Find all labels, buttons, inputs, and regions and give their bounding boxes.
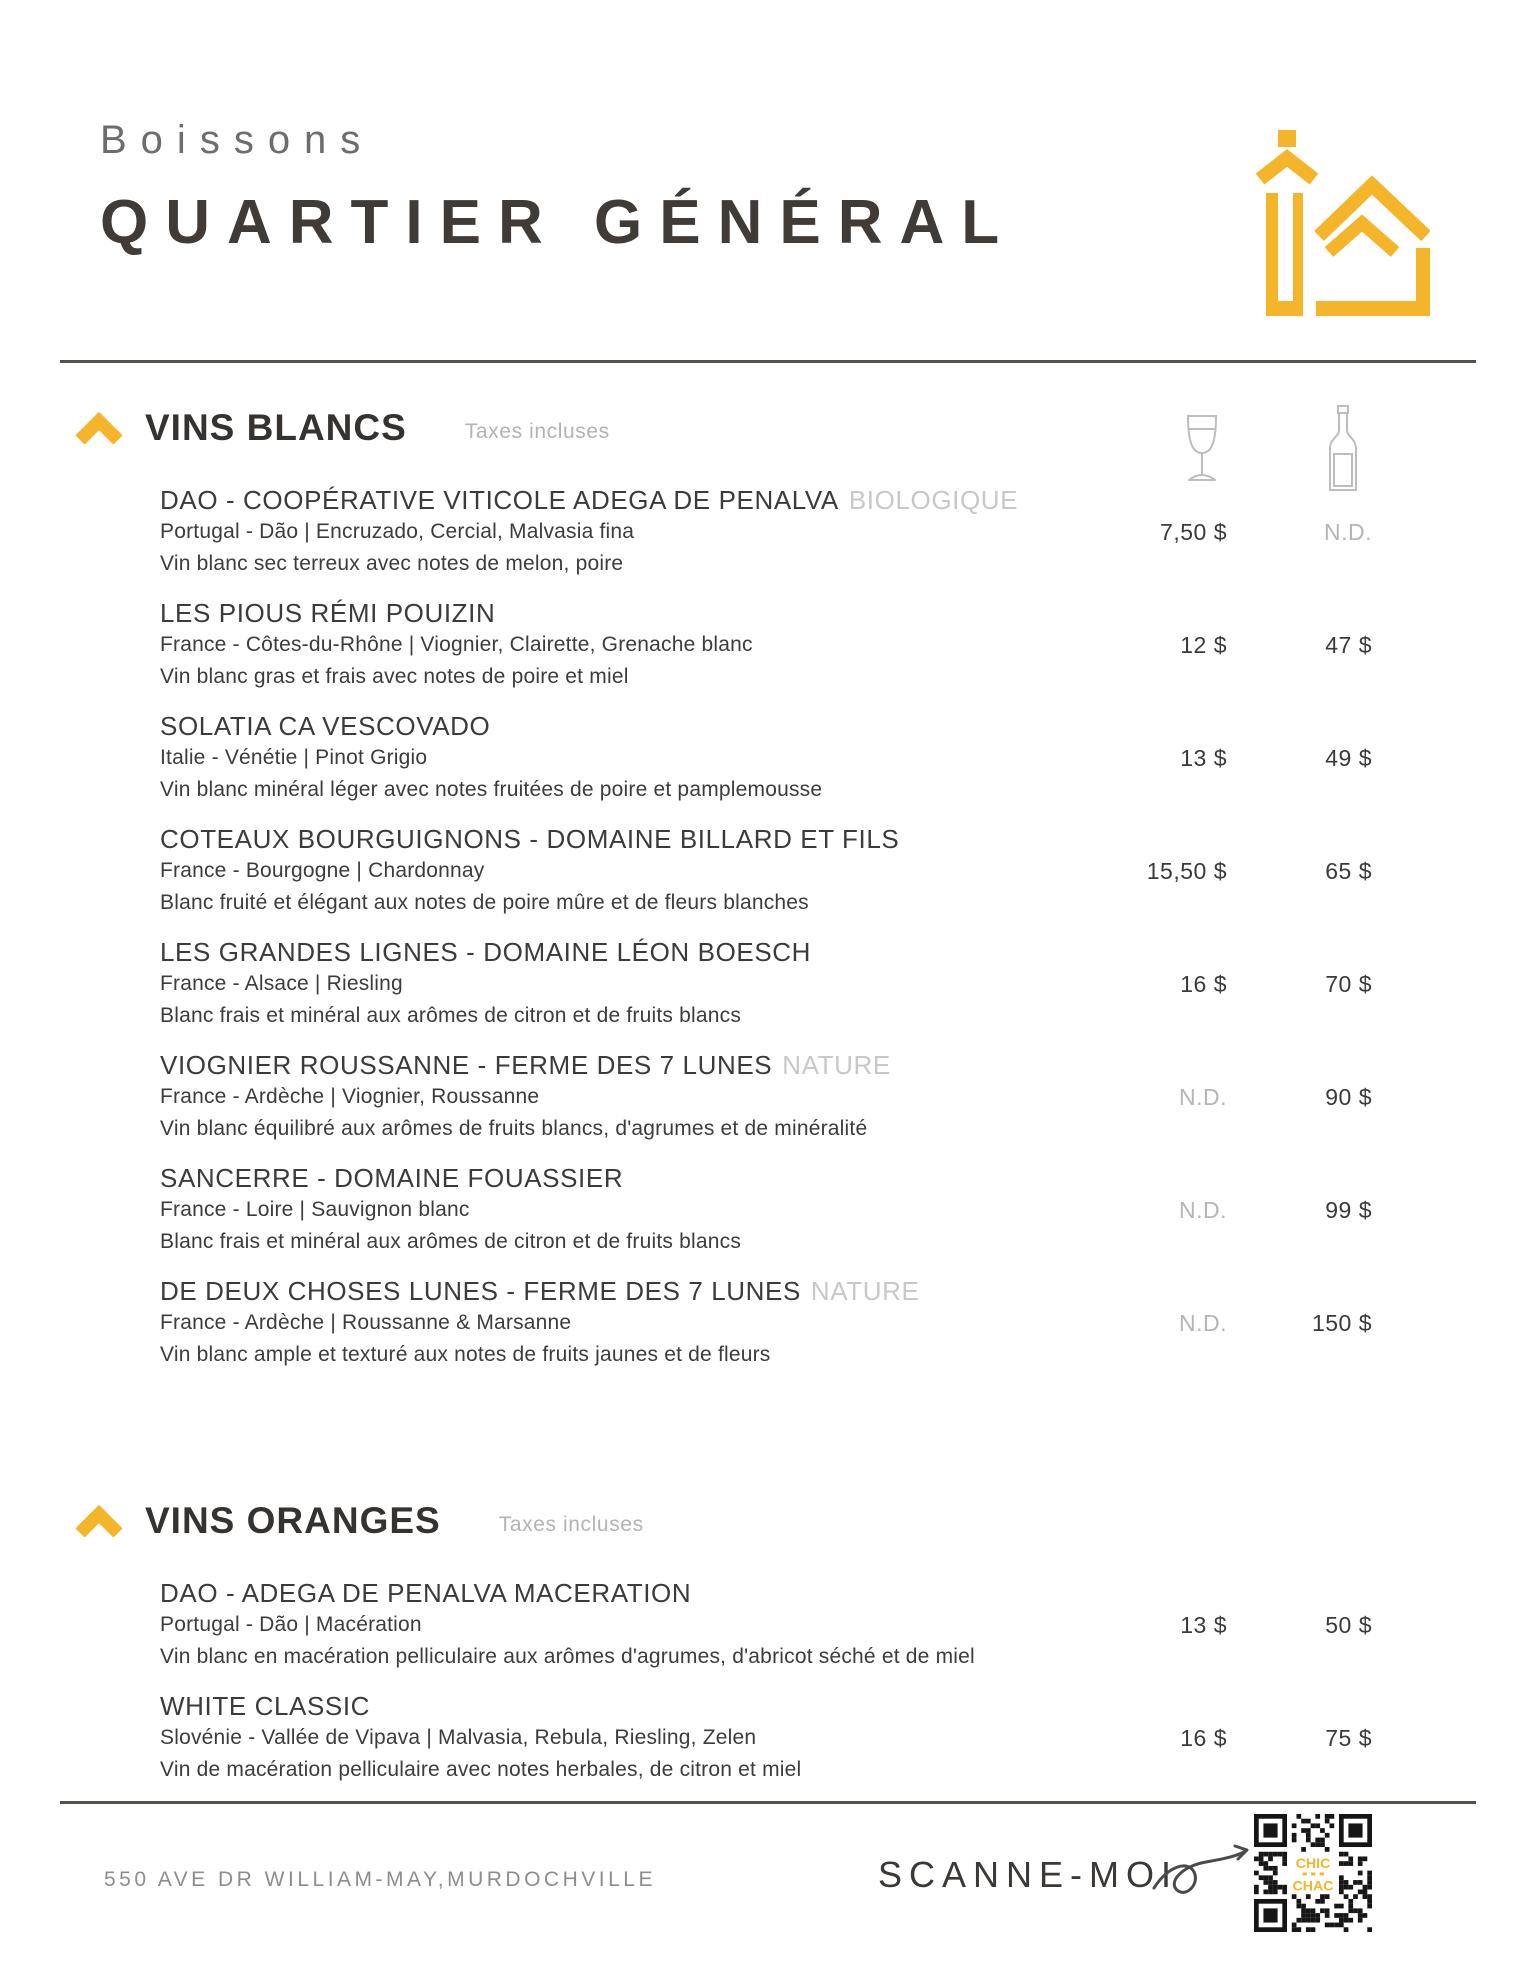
wine-name: WHITE CLASSIC <box>160 1691 371 1721</box>
bottle-price: 90 $ <box>1325 1083 1372 1110</box>
wine-item <box>160 1162 1372 1258</box>
wine-name: DAO - COOPÉRATIVE VITICOLE ADEGA DE PENALVA BIOLOGIQUE <box>160 485 1019 515</box>
wine-origin: France - Ardèche | Viognier, Roussanne <box>160 1085 540 1108</box>
wine-description: Blanc frais et minéral aux arômes de citron et de fruits blancs <box>160 1004 742 1027</box>
wine-tag: NATURE <box>810 1276 920 1306</box>
glass-price: 15,50 $ <box>1146 857 1227 884</box>
wine-item <box>160 1275 1372 1371</box>
wine-origin: France - Côtes-du-Rhône | Viognier, Clairette, Grenache blanc <box>160 633 753 656</box>
curly-arrow-icon <box>1150 1840 1256 1918</box>
glass-price: 12 $ <box>1180 631 1227 658</box>
svg-text:CHIC: CHIC <box>1295 1855 1331 1872</box>
svg-text:CHAC: CHAC <box>1292 1878 1334 1895</box>
section-title: VINS ORANGES <box>145 1500 441 1541</box>
taxes-note: Taxes incluses <box>498 1513 644 1536</box>
wine-description: Vin de macération pelliculaire avec notes herbales, de citron et miel <box>160 1758 802 1781</box>
wine-origin: France - Bourgogne | Chardonnay <box>160 859 485 882</box>
bottle-price: 49 $ <box>1325 744 1372 771</box>
bottle-price: 150 $ <box>1311 1309 1372 1336</box>
wine-origin: Slovénie - Vallée de Vipava | Malvasia, Rebula, Riesling, Zelen <box>160 1726 757 1749</box>
wine-item <box>160 1049 1372 1145</box>
section-vins-blancs <box>0 405 1536 1371</box>
header <box>60 0 1476 363</box>
menu-sections <box>0 405 1536 1786</box>
wine-description: Vin blanc équilibré aux arômes de fruits blancs, d'agrumes et de minéralité <box>160 1117 868 1140</box>
qr-code <box>1254 1814 1372 1932</box>
scan-me-label: SCANNE-MOI <box>878 1854 1179 1895</box>
wine-name: SOLATIA CA VESCOVADO <box>160 711 491 741</box>
glass-price: 13 $ <box>1180 744 1227 771</box>
section-title: VINS BLANCS <box>145 407 407 448</box>
bottle-price: 70 $ <box>1325 970 1372 997</box>
bottle-price: 99 $ <box>1325 1196 1372 1223</box>
wine-description: Blanc frais et minéral aux arômes de citron et de fruits blancs <box>160 1230 742 1253</box>
glass-price: N.D. <box>1179 1309 1227 1336</box>
glass-price: 13 $ <box>1180 1611 1227 1638</box>
wine-bottle-icon <box>1325 405 1361 493</box>
wine-origin: France - Alsace | Riesling <box>160 972 403 995</box>
chevron-up-icon <box>75 412 123 444</box>
section-heading <box>75 1498 1536 1544</box>
wine-description: Vin blanc minéral léger avec notes fruitées de poire et pamplemousse <box>160 778 823 801</box>
restaurant-address: 550 AVE DR WILLIAM-MAY,MURDOCHVILLE <box>104 1868 656 1891</box>
wine-name: VIOGNIER ROUSSANNE - FERME DES 7 LUNES NATURE <box>160 1050 891 1080</box>
wine-glass-icon <box>1179 413 1225 489</box>
wine-item <box>160 597 1372 693</box>
wine-item <box>160 710 1372 806</box>
wine-description: Blanc fruité et élégant aux notes de poire mûre et de fleurs blanches <box>160 891 809 914</box>
wine-tag: BIOLOGIQUE <box>848 485 1019 515</box>
section-vins-oranges <box>0 1498 1536 1786</box>
footer-divider <box>60 1801 1476 1804</box>
wine-item <box>160 936 1372 1032</box>
wine-origin: France - Loire | Sauvignon blanc <box>160 1198 470 1221</box>
wine-name: LES GRANDES LIGNES - DOMAINE LÉON BOESCH <box>160 937 812 967</box>
chevron-up-icon <box>75 1505 123 1537</box>
wine-name: SANCERRE - DOMAINE FOUASSIER <box>160 1163 624 1193</box>
wine-origin: Portugal - Dão | Macération <box>160 1613 422 1636</box>
wine-description: Vin blanc ample et texturé aux notes de fruits jaunes et de fleurs <box>160 1343 771 1366</box>
wine-name: COTEAUX BOURGUIGNONS - DOMAINE BILLARD ET FILS <box>160 824 900 854</box>
bottle-price: 75 $ <box>1325 1724 1372 1751</box>
glass-price: 16 $ <box>1180 970 1227 997</box>
bottle-price: 50 $ <box>1325 1611 1372 1638</box>
quartier-general-logo-icon <box>1256 130 1430 318</box>
glass-price: N.D. <box>1179 1196 1227 1223</box>
wine-tag: NATURE <box>782 1050 891 1080</box>
wine-list <box>0 1577 1536 1786</box>
wine-description: Vin blanc gras et frais avec notes de poire et miel <box>160 665 629 688</box>
wine-name: DE DEUX CHOSES LUNES - FERME DES 7 LUNES NATURE <box>160 1276 920 1306</box>
wine-origin: Italie - Vénétie | Pinot Grigio <box>160 746 428 769</box>
wine-origin: Portugal - Dão | Encruzado, Cercial, Malvasia fina <box>160 520 635 543</box>
taxes-note: Taxes incluses <box>464 420 610 443</box>
glass-price: 7,50 $ <box>1160 518 1227 545</box>
wine-item <box>160 1690 1372 1786</box>
section-heading <box>75 405 1536 451</box>
page-title: QUARTIER GÉNÉRAL <box>100 188 1017 257</box>
wine-description: Vin blanc en macération pelliculaire aux arômes d'agrumes, d'abricot séché et de miel <box>160 1645 975 1668</box>
glass-price: 16 $ <box>1180 1724 1227 1751</box>
glass-price: N.D. <box>1179 1083 1227 1110</box>
wine-item <box>160 823 1372 919</box>
wine-item <box>160 484 1372 580</box>
wine-origin: France - Ardèche | Roussanne & Marsanne <box>160 1311 572 1334</box>
wine-description: Vin blanc sec terreux avec notes de melon, poire <box>160 552 624 575</box>
bottle-price: 47 $ <box>1325 631 1372 658</box>
brand-subtitle: Boissons <box>100 118 375 162</box>
wine-list <box>0 484 1536 1371</box>
wine-name: LES PIOUS RÉMI POUIZIN <box>160 598 496 628</box>
bottle-price: N.D. <box>1324 518 1372 545</box>
wine-item <box>160 1577 1372 1673</box>
bottle-price: 65 $ <box>1325 857 1372 884</box>
wine-name: DAO - ADEGA DE PENALVA MACERATION <box>160 1578 692 1608</box>
